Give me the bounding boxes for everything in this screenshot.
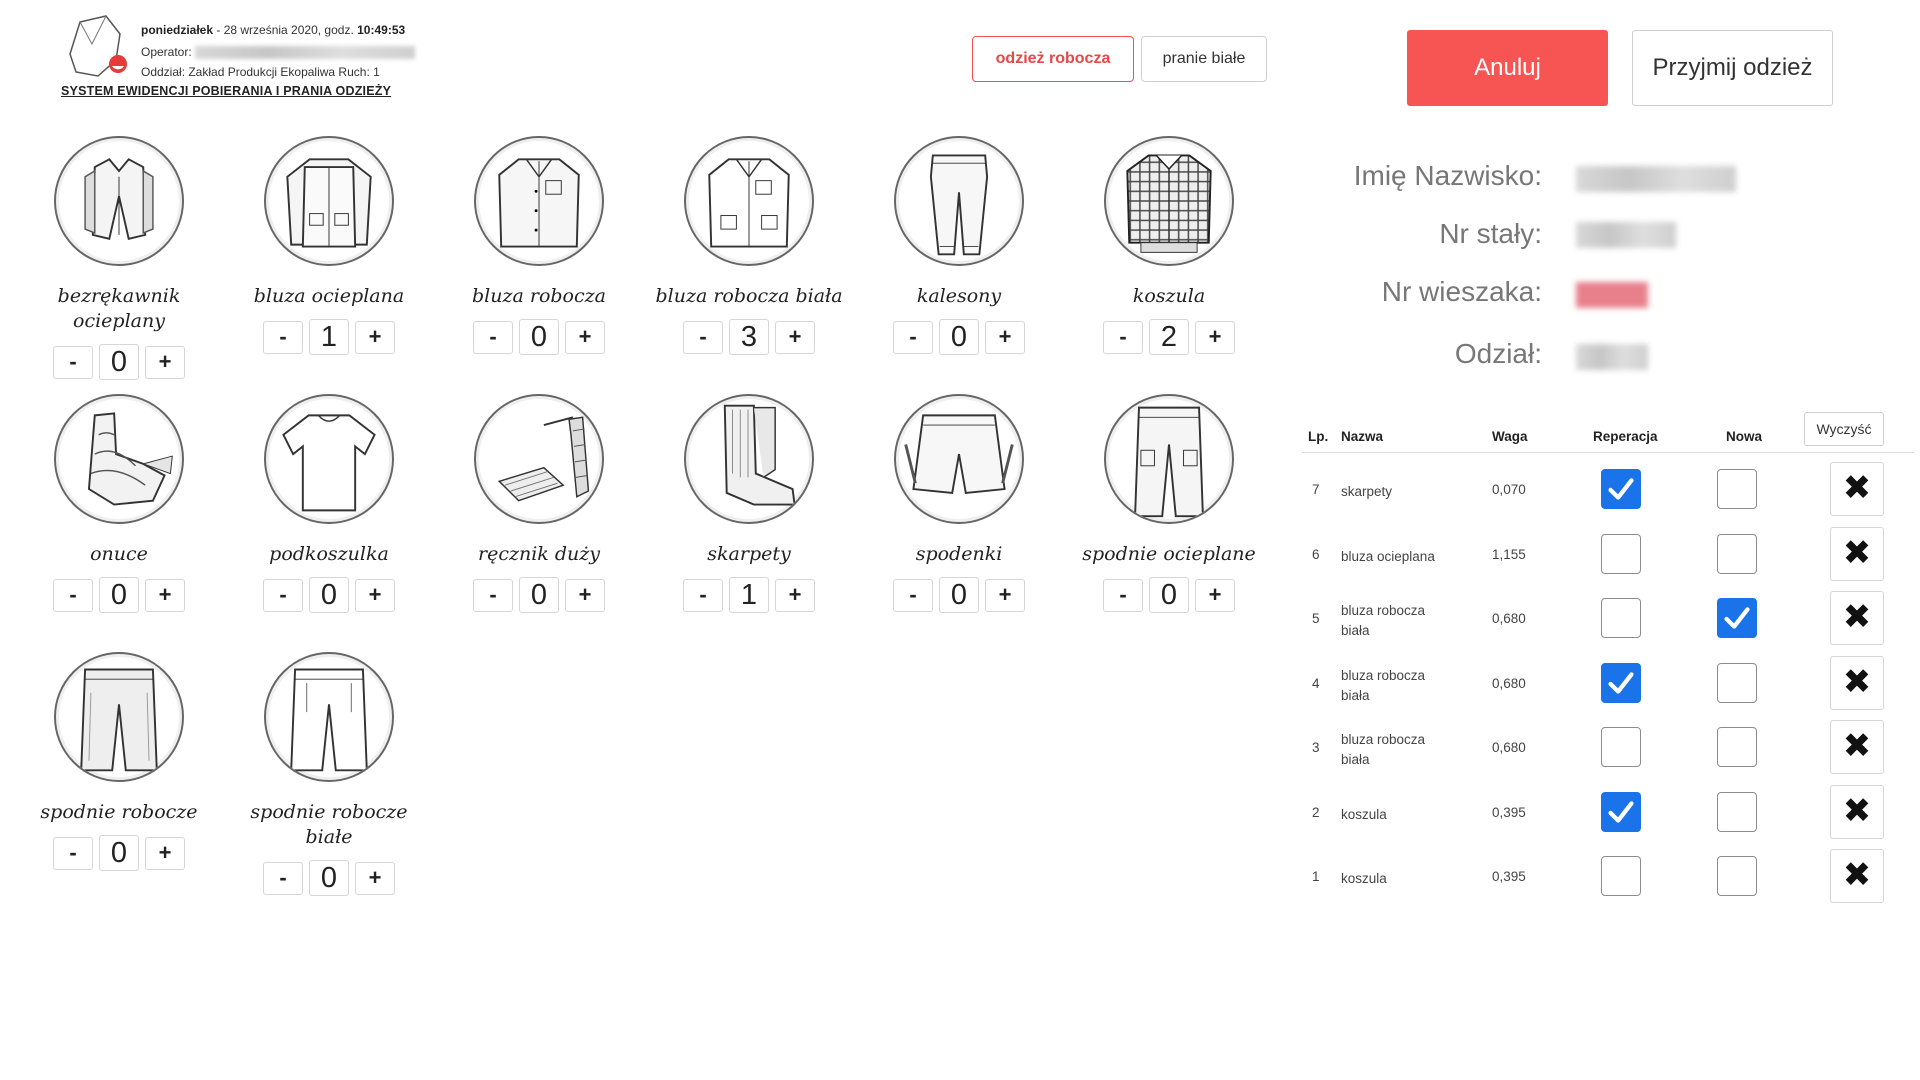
item-name: onuce [90,543,148,565]
quantity-stepper [224,577,434,613]
column-header-lp: Lp. [1308,429,1329,444]
item-name: bluza robocza biała [655,285,843,307]
item-name: bluza ocieplana [253,285,405,307]
item-card-work-trousers [14,652,224,871]
quantity-stepper [1064,319,1274,355]
quantity-value[interactable]: 0 [519,319,559,355]
quantity-stepper [644,577,854,613]
column-header-repair: Reperacja [1593,429,1658,444]
delete-row-icon[interactable]: ✖ [1830,720,1884,774]
table-row [1302,720,1914,784]
row-name: skarpety [1341,484,1393,499]
long-johns-icon[interactable] [894,136,1024,266]
repair-checkbox[interactable] [1601,663,1641,703]
name-value-redacted [1576,166,1736,192]
item-card-insulated-jacket [224,136,434,355]
quantity-value[interactable]: 0 [309,577,349,613]
quantity-stepper [644,319,854,355]
table-row [1302,527,1914,591]
increment-button[interactable]: + [1195,579,1235,612]
quantity-value[interactable]: 0 [519,577,559,613]
company-logo [62,14,130,80]
table-header-divider [1302,452,1914,453]
decrement-button[interactable]: - [263,862,303,895]
new-checkbox[interactable] [1717,469,1757,509]
quantity-value[interactable]: 0 [1149,577,1189,613]
increment-button[interactable]: + [145,837,185,870]
decrement-button[interactable]: - [893,321,933,354]
row-weight: 0,680 [1492,675,1526,691]
row-name: koszula [1341,871,1387,886]
quantity-value[interactable]: 0 [99,577,139,613]
decrement-button[interactable]: - [53,837,93,870]
new-checkbox[interactable] [1717,534,1757,574]
item-card-vest [14,136,224,380]
work-trousers-icon[interactable] [54,652,184,782]
row-lp: 5 [1312,611,1320,626]
day-name: poniedziałek [141,23,214,37]
delete-row-icon[interactable]: ✖ [1830,591,1884,645]
delete-row-icon[interactable]: ✖ [1830,849,1884,903]
delete-row-icon[interactable]: ✖ [1830,527,1884,581]
quantity-stepper [14,835,224,871]
quantity-stepper [854,319,1064,355]
decrement-button[interactable]: - [473,321,513,354]
table-row [1302,591,1914,655]
item-name: spodenki [915,543,1003,565]
new-checkbox[interactable] [1717,598,1757,638]
department-line: Oddział: Zakład Produkcji Ekopaliwa Ruch: 1 [141,65,380,79]
item-name: kalesony [916,285,1002,307]
item-card-socks [644,394,854,613]
decrement-button[interactable]: - [1103,321,1143,354]
item-card-shorts [854,394,1064,613]
quantity-stepper [854,577,1064,613]
quantity-value[interactable]: 3 [729,319,769,355]
new-checkbox[interactable] [1717,727,1757,767]
new-checkbox[interactable] [1717,663,1757,703]
socks-icon[interactable] [684,394,814,524]
row-lp: 3 [1312,740,1320,755]
vest-icon[interactable] [54,136,184,266]
row-weight: 1,155 [1492,546,1526,562]
white-work-trousers-icon[interactable] [264,652,394,782]
row-name: bluza ocieplana [1341,548,1435,564]
row-name: bluza robocza biała [1341,732,1426,767]
increment-button[interactable]: + [355,321,395,354]
department-label: Odział: [1454,338,1542,369]
column-header-name: Nazwa [1341,429,1384,444]
clock-time: 10:49:53 [357,23,406,37]
repair-checkbox[interactable] [1601,469,1641,509]
row-name: bluza robocza biała [1341,667,1426,703]
increment-button[interactable]: + [565,321,605,354]
decrement-button[interactable]: - [683,321,723,354]
row-lp: 1 [1312,869,1320,884]
shirt-icon[interactable] [1104,136,1234,266]
item-name: podkoszulka [269,543,389,565]
decrement-button[interactable]: - [473,579,513,612]
row-weight: 0,680 [1492,740,1526,755]
quantity-stepper [224,319,434,355]
increment-button[interactable]: + [565,579,605,612]
operator-name-redacted [195,46,415,59]
row-name: bluza robocza biała [1341,603,1426,638]
item-card-work-jacket [434,136,644,355]
item-name: spodnie robocze [40,801,198,823]
item-card-towel [434,394,644,613]
item-name: spodnie ocieplane [1082,543,1256,565]
quantity-stepper [434,319,644,355]
row-weight: 0,395 [1492,804,1526,820]
increment-button[interactable]: + [355,579,395,612]
increment-button[interactable]: + [145,579,185,612]
table-row [1302,849,1914,913]
tshirt-icon[interactable] [264,394,394,524]
work-jacket-icon[interactable] [474,136,604,266]
hanger-number-redacted [1576,282,1648,308]
item-card-insulated-trousers [1064,394,1274,613]
date-text: - 28 września 2020, godz. [213,23,358,37]
quantity-stepper [434,577,644,613]
table-row [1302,785,1914,849]
row-name: koszula [1341,806,1387,822]
white-wash-button[interactable]: pranie białe [1141,36,1267,82]
quantity-stepper [224,860,434,896]
item-card-white-work-jacket [644,136,854,355]
increment-button[interactable]: + [985,579,1025,612]
item-card-tshirt [224,394,434,613]
increment-button[interactable]: + [145,346,185,379]
quantity-value[interactable]: 0 [309,860,349,896]
permanent-number-redacted [1576,222,1676,248]
clear-table-button[interactable]: Wyczyść [1804,412,1884,446]
increment-button[interactable]: + [355,862,395,895]
quantity-value[interactable]: 0 [939,319,979,355]
department-value-redacted [1576,344,1648,370]
table-row [1302,656,1914,720]
item-card-long-johns [854,136,1064,355]
decrement-button[interactable]: - [53,346,93,379]
item-name: skarpety [707,543,791,565]
operator-line [141,45,415,59]
quantity-value[interactable]: 1 [729,577,769,613]
hanger-number-label: Nr wieszaka: [1381,276,1542,307]
work-clothes-button[interactable]: odzież robocza [972,36,1134,82]
operator-label: Operator: [141,45,192,59]
increment-button[interactable]: + [1195,321,1235,354]
delete-row-icon[interactable]: ✖ [1830,785,1884,839]
item-card-shirt [1064,136,1274,355]
delete-row-icon[interactable]: ✖ [1830,462,1884,516]
foot-wraps-icon[interactable] [54,394,184,524]
decrement-button[interactable]: - [263,579,303,612]
permanent-number-label: Nr stały: [1439,218,1542,249]
shorts-icon[interactable] [894,394,1024,524]
decrement-button[interactable]: - [683,579,723,612]
name-label: Imię Nazwisko: [1353,160,1542,191]
repair-checkbox[interactable] [1601,598,1641,638]
towel-icon[interactable] [474,394,604,524]
decrement-button[interactable]: - [1103,579,1143,612]
quantity-stepper [14,577,224,613]
repair-checkbox[interactable] [1601,727,1641,767]
column-header-weight: Waga [1492,429,1528,444]
quantity-value[interactable]: 0 [939,577,979,613]
new-checkbox[interactable] [1717,792,1757,832]
quantity-value[interactable]: 0 [99,344,139,380]
insulated-trousers-icon[interactable] [1104,394,1234,524]
white-work-jacket-icon[interactable] [684,136,814,266]
increment-button[interactable]: + [775,321,815,354]
item-name: spodnie robocze białe [250,801,408,848]
row-lp: 7 [1312,482,1320,497]
item-card-foot-wraps [14,394,224,613]
item-card-white-work-trousers [224,652,434,896]
system-title: SYSTEM EWIDENCJI POBIERANIA I PRANIA ODZIEŻY [61,84,392,98]
increment-button[interactable]: + [775,579,815,612]
item-name: koszula [1132,285,1206,307]
row-weight: 0,680 [1492,611,1526,626]
decrement-button[interactable]: - [53,579,93,612]
new-checkbox[interactable] [1717,856,1757,896]
current-datetime [141,23,405,37]
decrement-button[interactable]: - [893,579,933,612]
quantity-value[interactable]: 0 [99,835,139,871]
row-lp: 2 [1312,804,1320,820]
accept-clothes-button[interactable]: Przyjmij odzież [1632,30,1833,106]
item-name: bluza robocza [472,285,606,307]
repair-checkbox[interactable] [1601,856,1641,896]
cancel-button[interactable]: Anuluj [1407,30,1608,106]
repair-checkbox[interactable] [1601,534,1641,574]
decrement-button[interactable]: - [263,321,303,354]
insulated-jacket-icon[interactable] [264,136,394,266]
increment-button[interactable]: + [985,321,1025,354]
table-row [1302,462,1914,526]
quantity-stepper [14,344,224,380]
row-weight: 0,070 [1492,482,1526,497]
delete-row-icon[interactable]: ✖ [1830,656,1884,710]
row-lp: 6 [1312,546,1320,562]
row-lp: 4 [1312,675,1320,691]
quantity-value[interactable]: 1 [309,319,349,355]
item-name: bezrękawnik ocieplany [57,285,181,332]
column-header-new: Nowa [1726,429,1763,444]
row-weight: 0,395 [1492,869,1526,884]
item-name: ręcznik duży [478,543,600,565]
quantity-value[interactable]: 2 [1149,319,1189,355]
quantity-stepper [1064,577,1274,613]
repair-checkbox[interactable] [1601,792,1641,832]
